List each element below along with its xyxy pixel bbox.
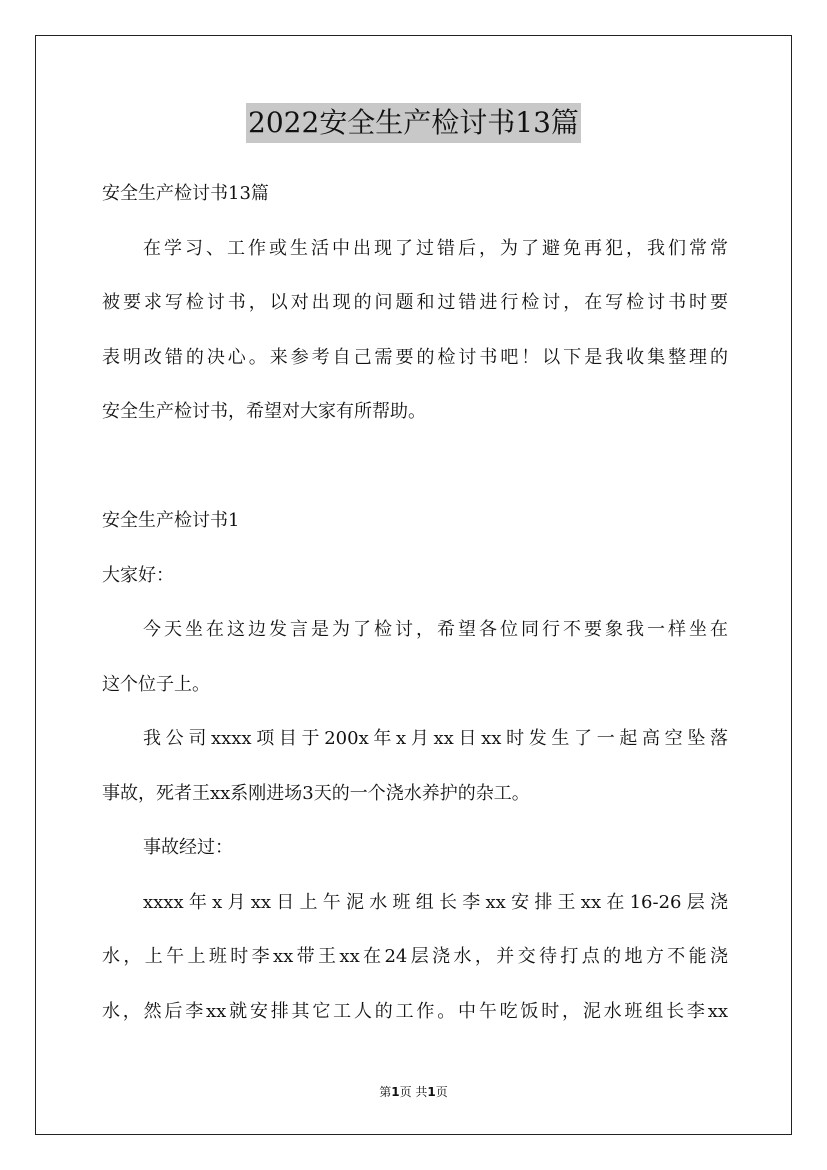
document-body bbox=[102, 172, 728, 1044]
section-heading: 安全生产检讨书1 bbox=[102, 510, 240, 531]
paragraph-gap bbox=[102, 445, 728, 500]
document-subtitle: 安全生产检讨书13篇 bbox=[102, 183, 269, 204]
title-container bbox=[0, 103, 827, 143]
paragraph-line: 我公司xxxx项目于200x年x月xx日xx时发生了一起高空坠落 bbox=[143, 728, 728, 749]
paragraph-line: 事故，死者王xx系刚进场3天的一个浇水养护的杂工。 bbox=[102, 782, 530, 804]
page-footer bbox=[0, 1083, 827, 1101]
paragraph-line: 这个位子上。 bbox=[102, 673, 210, 695]
document-title: 2022安全生产检讨书13篇 bbox=[246, 103, 581, 143]
greeting: 大家好： bbox=[102, 564, 174, 586]
paragraph-line: 今天坐在这边发言是为了检讨，希望各位同行不要象我一样坐在 bbox=[143, 619, 728, 640]
page-current: 1 bbox=[391, 1085, 400, 1099]
page-suffix: 页 bbox=[435, 1085, 448, 1099]
intro-line: 被要求写检讨书，以对出现的问题和过错进行检讨，在写检讨书时要 bbox=[102, 292, 728, 313]
intro-line: 表明改错的决心。来参考自己需要的检讨书吧！以下是我收集整理的 bbox=[102, 346, 728, 368]
intro-line: 安全生产检讨书，希望对大家有所帮助。 bbox=[102, 401, 426, 422]
page-total: 1 bbox=[427, 1085, 436, 1099]
page-prefix: 第 bbox=[379, 1085, 392, 1099]
page-mid: 页 共 bbox=[399, 1085, 428, 1099]
intro-line: 在学习、工作或生活中出现了过错后，为了避免再犯，我们常常 bbox=[143, 237, 728, 259]
paragraph-line: 水，然后李xx就安排其它工人的工作。中午吃饭时，泥水班组长李xx bbox=[102, 1000, 728, 1022]
paragraph-line: xxxx年x月xx日上午泥水班组长李xx安排王xx在16-26层浇 bbox=[143, 891, 728, 913]
paragraph-line: 水，上午上班时李xx带王xx在24层浇水，并交待打点的地方不能浇 bbox=[102, 946, 728, 967]
accident-label: 事故经过： bbox=[143, 837, 233, 858]
